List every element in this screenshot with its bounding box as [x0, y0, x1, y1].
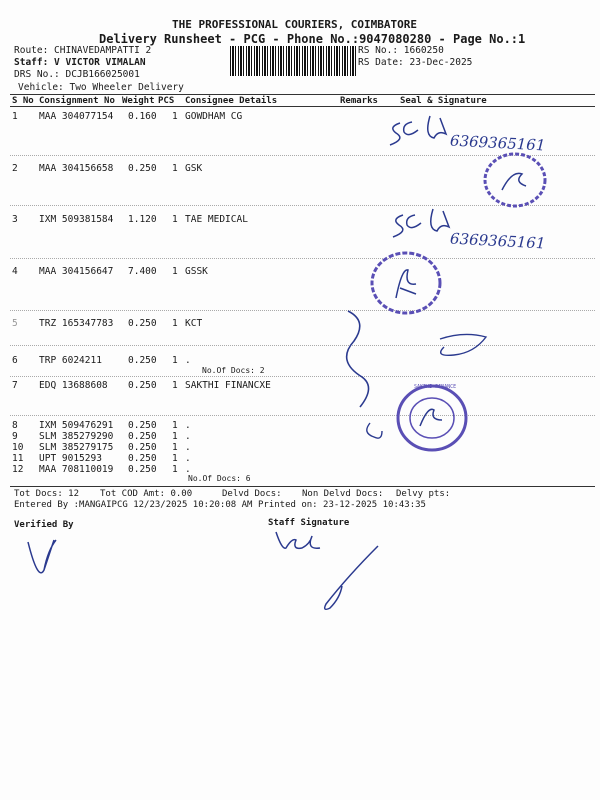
row-consignee: . — [185, 453, 191, 464]
row-weight: 0.250 — [128, 420, 157, 431]
col-seal-signature: Seal & Signature — [400, 96, 487, 106]
row-sno: 8 — [12, 420, 18, 431]
row-sno: 2 — [12, 163, 18, 174]
row-pcs: 1 — [172, 442, 178, 453]
verified-by-label: Verified By — [14, 520, 74, 530]
col-weight: Weight — [122, 96, 155, 106]
staff-signature — [268, 524, 398, 614]
col-pcs: PCS — [158, 96, 175, 106]
stamp-text: SAKTHI FINANCE — [414, 384, 457, 390]
row-consignment: IXM 509381584 — [39, 214, 114, 225]
drs-label: DRS No.: DCJB166025001 — [14, 69, 140, 80]
row-sno: 9 — [12, 431, 18, 442]
row-consignee: . — [185, 464, 191, 475]
row-weight: 0.250 — [128, 464, 157, 475]
row-weight: 0.250 — [128, 163, 157, 174]
row-consignee: . — [185, 431, 191, 442]
company-title: THE PROFESSIONAL COURIERS, COIMBATORE — [172, 18, 418, 31]
delivered-docs: Delvd Docs: — [222, 489, 282, 499]
staff-signature-label: Staff Signature — [268, 518, 350, 528]
row-consignee: SAKTHI FINANCXE — [185, 380, 271, 391]
row-sno: 1 — [12, 111, 18, 122]
row-pcs: 1 — [172, 420, 178, 431]
row-consignee: GSK — [185, 163, 203, 174]
row-weight: 7.400 — [128, 266, 157, 277]
col-sno: S No — [12, 96, 34, 106]
col-remarks: Remarks — [340, 96, 378, 106]
delivery-points: Delvy pts: — [396, 489, 451, 499]
row-consignment: TRP 6024211 — [39, 355, 102, 366]
verified-signature — [22, 522, 82, 582]
row-consignee: . — [185, 442, 191, 453]
row-consignment: EDQ 13688608 — [39, 380, 108, 391]
row-sno: 10 — [12, 442, 24, 453]
row-consignment: MAA 304156647 — [39, 266, 114, 277]
round-stamp-row7 — [392, 378, 472, 458]
row-pcs: 1 — [172, 355, 178, 366]
rs-date: RS Date: 23-Dec-2025 — [358, 57, 473, 68]
row-weight: 0.250 — [128, 318, 157, 329]
non-delivered-docs: Non Delvd Docs: — [302, 489, 384, 499]
row-consignee: GOWDHAM CG — [185, 111, 243, 122]
rs-number: RS No.: 1660250 — [358, 45, 444, 56]
row-consignment: IXM 509476291 — [39, 420, 114, 431]
row-consignment: MAA 708110019 — [39, 464, 114, 475]
barcode-image — [230, 46, 356, 76]
row-weight: 0.250 — [128, 431, 157, 442]
row-sno: 6 — [12, 355, 18, 366]
total-docs: Tot Docs: 12 — [14, 489, 80, 499]
row-consignee: GSSK — [185, 266, 208, 277]
row-pcs: 1 — [172, 453, 178, 464]
route-label: Route: CHINAVEDAMPATTI 2 — [14, 45, 152, 56]
row-pcs: 1 — [172, 318, 178, 329]
row-sno: 5 — [12, 318, 18, 329]
row-pcs: 1 — [172, 163, 178, 174]
row-weight: 0.160 — [128, 111, 157, 122]
row-weight: 0.250 — [128, 453, 157, 464]
row-pcs: 1 — [172, 266, 178, 277]
row-pcs: 1 — [172, 380, 178, 391]
staff-label: Staff: V VICTOR VIMALAN — [14, 57, 146, 68]
row-weight: 0.250 — [128, 442, 157, 453]
col-consignment: Consignment No — [39, 96, 115, 106]
row-consignee: KCT — [185, 318, 203, 329]
row-consignee: TAE MEDICAL — [185, 214, 248, 225]
group-note: No.Of Docs: 2 — [202, 366, 265, 375]
entered-by: Entered By :MANGAIPCG 12/23/2025 10:20:08 AM — [14, 500, 253, 510]
row-consignment: MAA 304077154 — [39, 111, 114, 122]
row-sno: 11 — [12, 453, 24, 464]
row-weight: 1.120 — [128, 214, 157, 225]
row-pcs: 1 — [172, 464, 178, 475]
runsheet-subtitle: Delivery Runsheet - PCG - Phone No.:9047080280 - Page No.:1 — [99, 32, 526, 46]
round-stamp-row2 — [480, 150, 550, 210]
printed-on: Printed on: 23-12-2025 10:43:35 — [258, 500, 426, 510]
handwritten-phone: 6369365161 — [449, 229, 546, 253]
row-sno: 3 — [12, 214, 18, 225]
row-sno: 12 — [12, 464, 24, 475]
row-consignee: . — [185, 355, 191, 366]
handwritten-phone: 6369365161 — [449, 131, 546, 155]
row-consignment: TRZ 165347783 — [39, 318, 114, 329]
row-consignment: SLM 385279175 — [39, 442, 114, 453]
row-sno: 4 — [12, 266, 18, 277]
col-consignee: Consignee Details — [185, 96, 278, 106]
row-consignee: . — [185, 420, 191, 431]
vehicle-label: Vehicle: Two Wheeler Delivery — [18, 82, 184, 93]
row-consignment: MAA 304156658 — [39, 163, 114, 174]
row-weight: 0.250 — [128, 380, 157, 391]
signature-ink-row5 — [340, 305, 500, 455]
row-pcs: 1 — [172, 111, 178, 122]
row-pcs: 1 — [172, 214, 178, 225]
row-weight: 0.250 — [128, 355, 157, 366]
total-cod-amount: Tot COD Amt: 0.00 — [100, 489, 193, 499]
row-pcs: 1 — [172, 431, 178, 442]
row-consignment: SLM 385279290 — [39, 431, 114, 442]
row-consignment: UPT 9015293 — [39, 453, 102, 464]
group-note: No.Of Docs: 6 — [188, 474, 251, 483]
row-sno: 7 — [12, 380, 18, 391]
